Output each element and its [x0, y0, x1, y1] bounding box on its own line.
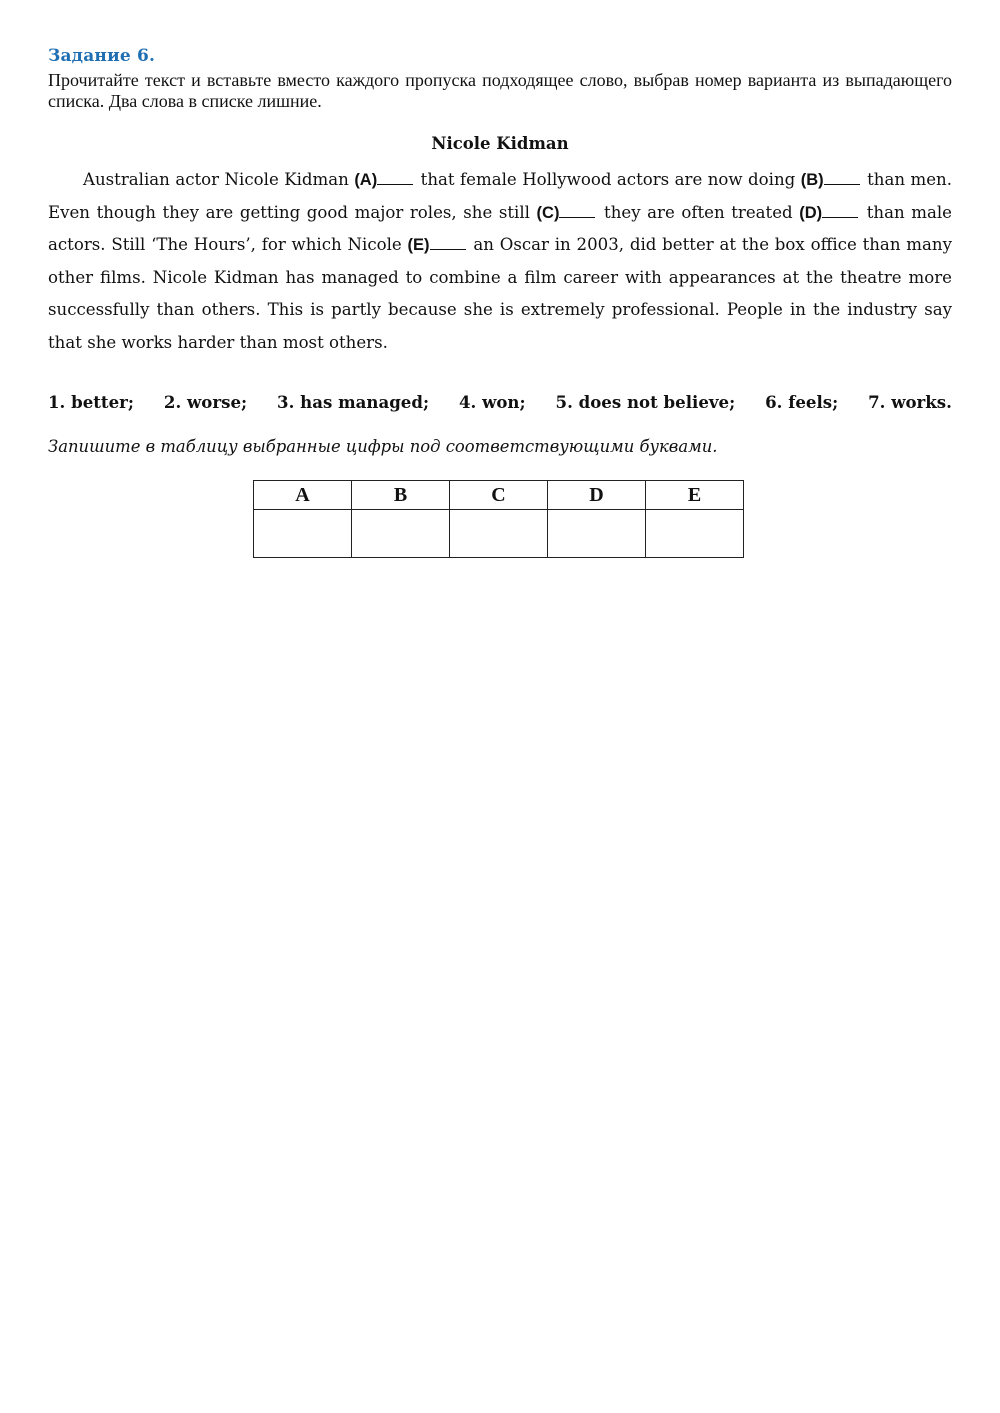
gap-e-blank[interactable]: [430, 235, 466, 250]
answer-header-c: C: [450, 481, 548, 510]
answer-cell-c[interactable]: [450, 510, 548, 558]
answer-cell-d[interactable]: [548, 510, 646, 558]
answer-header-a: A: [254, 481, 352, 510]
option-item: 5. does not believe;: [555, 392, 736, 412]
answer-table-input-row: [254, 510, 744, 558]
answer-header-e: E: [646, 481, 744, 510]
gap-b-blank[interactable]: [824, 170, 860, 185]
gap-d-label: (D): [799, 203, 823, 222]
passage-segment: than male actors. Still ‘The Hours’, for which Nicole: [48, 202, 952, 254]
passage-segment: than men. Even though they are getting good major roles, she still: [48, 170, 952, 222]
task-instruction: Прочитайте текст и вставьте вместо каждого пропуска подходящее слово, выбрав номер варианта из выпадающего списка. Два слова в списке лишние.: [48, 70, 952, 111]
option-item: 2. worse;: [163, 392, 248, 412]
passage-segment: Australian actor Nicole Kidman: [83, 170, 355, 189]
gap-c-label: (C): [536, 203, 560, 222]
text-title: Nicole Kidman: [431, 134, 569, 153]
gap-a-blank[interactable]: [377, 170, 413, 185]
answer-cell-e[interactable]: [646, 510, 744, 558]
option-item: 3. has managed;: [277, 392, 430, 412]
answer-table: [253, 480, 744, 558]
answer-cell-a[interactable]: [254, 510, 352, 558]
passage-segment: an Oscar in 2003, did better at the box office than many other films. Nicole Kidman has managed to combine a film career with appearances at the theatre more successfully than others. This is partly because she is extremely professional. People in the industry say that she works harder than most others.: [48, 235, 952, 352]
gap-b-label: (B): [800, 171, 824, 189]
gap-c-blank[interactable]: [559, 203, 595, 218]
answer-cell-b[interactable]: [352, 510, 450, 558]
option-item: 4. won;: [458, 392, 526, 412]
answer-header-b: B: [352, 481, 450, 510]
answer-table-header-row: [254, 481, 744, 510]
table-instruction: Запишите в таблицу выбранные цифры под соответствующими буквами.: [48, 437, 718, 456]
gap-a-label: (A): [354, 171, 378, 189]
task-title: Задание 6.: [48, 46, 156, 66]
gap-d-blank[interactable]: [822, 203, 858, 218]
gap-e-label: (E): [407, 236, 430, 254]
option-item: 1. better;: [48, 392, 135, 412]
passage-segment: they are often treated: [597, 202, 800, 222]
passage: [48, 164, 952, 359]
passage-segment: that female Hollywood actors are now doing: [415, 170, 801, 189]
word-options: [48, 392, 952, 412]
option-item: 6. feels;: [765, 392, 839, 412]
option-item: 7. works.: [868, 392, 952, 412]
answer-header-d: D: [548, 481, 646, 510]
